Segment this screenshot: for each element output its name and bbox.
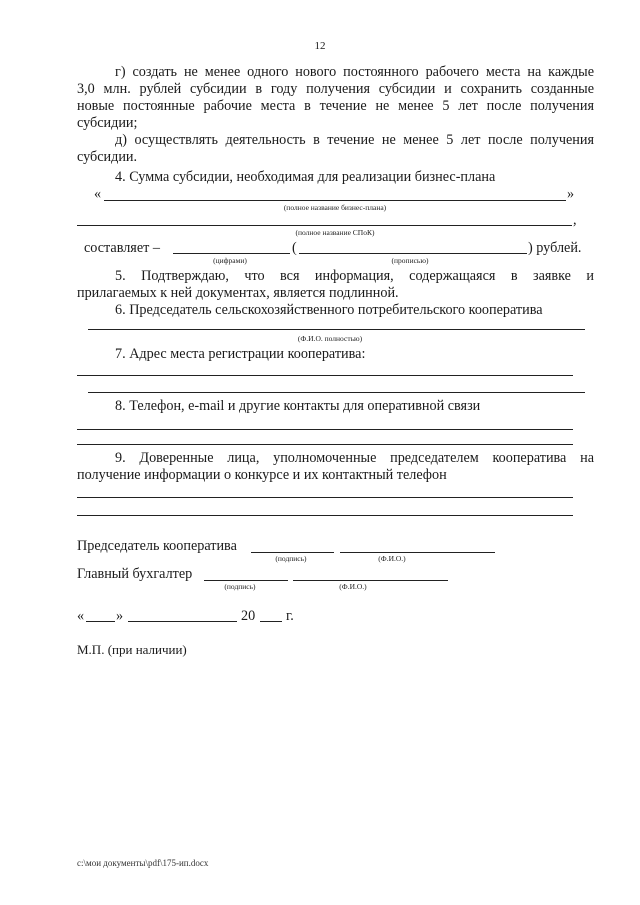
amount-prefix: составляет – <box>84 240 160 256</box>
spok-name-caption: (полное название СПоК) <box>295 228 375 237</box>
item-5-line-2: прилагаемых к ней документах, является подлинной. <box>77 285 399 301</box>
chairman-name-caption: (Ф.И.О.) <box>378 554 406 563</box>
plan-name-field[interactable] <box>104 200 566 201</box>
item-d-line-1: д) осуществлять деятельность в течение не менее 5 лет после получения <box>115 132 594 148</box>
stamp-note: М.П. (при наличии) <box>77 642 187 657</box>
item-g-line-3: новые постоянные рабочие места в течение не менее 5 лет после получения <box>77 98 594 114</box>
amount-digits-caption: (цифрами) <box>213 256 247 265</box>
chairman-signature-field[interactable] <box>251 552 334 553</box>
contacts-field-1[interactable] <box>77 429 573 430</box>
plan-quote-open: « <box>94 186 102 202</box>
item-g-line-1: г) создать не менее одного нового постоянного рабочего места на каждые <box>115 64 594 80</box>
footer-file-path: c:\мои документы\pdf\175-ип.docx <box>77 858 209 868</box>
date-year-field[interactable] <box>260 621 282 622</box>
spok-name-field[interactable] <box>77 225 572 226</box>
item-6-heading: 6. Председатель сельскохозяйственного потребительского кооператива <box>115 302 543 318</box>
chairman-name-field[interactable] <box>340 552 495 553</box>
item-4-heading: 4. Сумма субсидии, необходимая для реализации бизнес-плана <box>115 169 496 185</box>
amount-digits-field[interactable] <box>173 253 290 254</box>
contacts-field-2[interactable] <box>77 444 573 445</box>
amount-paren-open: ( <box>292 240 297 256</box>
date-month-field[interactable] <box>128 621 237 622</box>
accountant-label: Главный бухгалтер <box>77 566 193 582</box>
chairman-fullname-field[interactable] <box>88 329 585 330</box>
item-5-line-1: 5. Подтверждаю, что вся информация, содержащаяся в заявке и <box>115 268 594 284</box>
date-year-suffix: г. <box>286 608 294 624</box>
trusted-persons-field-2[interactable] <box>77 515 573 516</box>
item-8-heading: 8. Телефон, e-mail и другие контакты для оперативной связи <box>115 398 481 414</box>
item-g-line-4: субсидии; <box>77 115 138 131</box>
chairman-fullname-caption: (Ф.И.О. полностью) <box>297 334 363 343</box>
date-day-field[interactable] <box>86 621 115 622</box>
address-field-1[interactable] <box>77 375 573 376</box>
accountant-name-field[interactable] <box>293 580 448 581</box>
date-year-prefix: 20 <box>241 608 256 624</box>
chairman-signature-caption: (подпись) <box>275 554 307 563</box>
trusted-persons-field-1[interactable] <box>77 497 573 498</box>
item-g-line-2: 3,0 млн. рублей субсидии в году получения субсидии и сохранить созданные <box>77 81 594 97</box>
amount-words-field[interactable] <box>299 253 527 254</box>
page-number: 12 <box>314 40 326 52</box>
plan-quote-close: » <box>567 186 575 202</box>
item-d-line-2: субсидии. <box>77 149 138 165</box>
accountant-signature-field[interactable] <box>204 580 288 581</box>
item-9-line-1: 9. Доверенные лица, уполномоченные председателем кооператива на <box>115 450 594 466</box>
accountant-signature-caption: (подпись) <box>224 582 256 591</box>
date-quote-open: « <box>77 608 85 624</box>
accountant-name-caption: (Ф.И.О.) <box>339 582 367 591</box>
item-9-line-2: получение информации о конкурсе и их контактный телефон <box>77 467 447 483</box>
chairman-label: Председатель кооператива <box>77 538 237 554</box>
address-field-2[interactable] <box>88 392 585 393</box>
amount-words-caption: (прописью) <box>391 256 429 265</box>
amount-suffix: ) рублей. <box>528 240 582 256</box>
spok-comma: , <box>573 212 577 228</box>
date-quote-close: » <box>116 608 124 624</box>
plan-name-caption: (полное название бизнес-плана) <box>283 203 387 212</box>
item-7-heading: 7. Адрес места регистрации кооператива: <box>115 346 366 362</box>
